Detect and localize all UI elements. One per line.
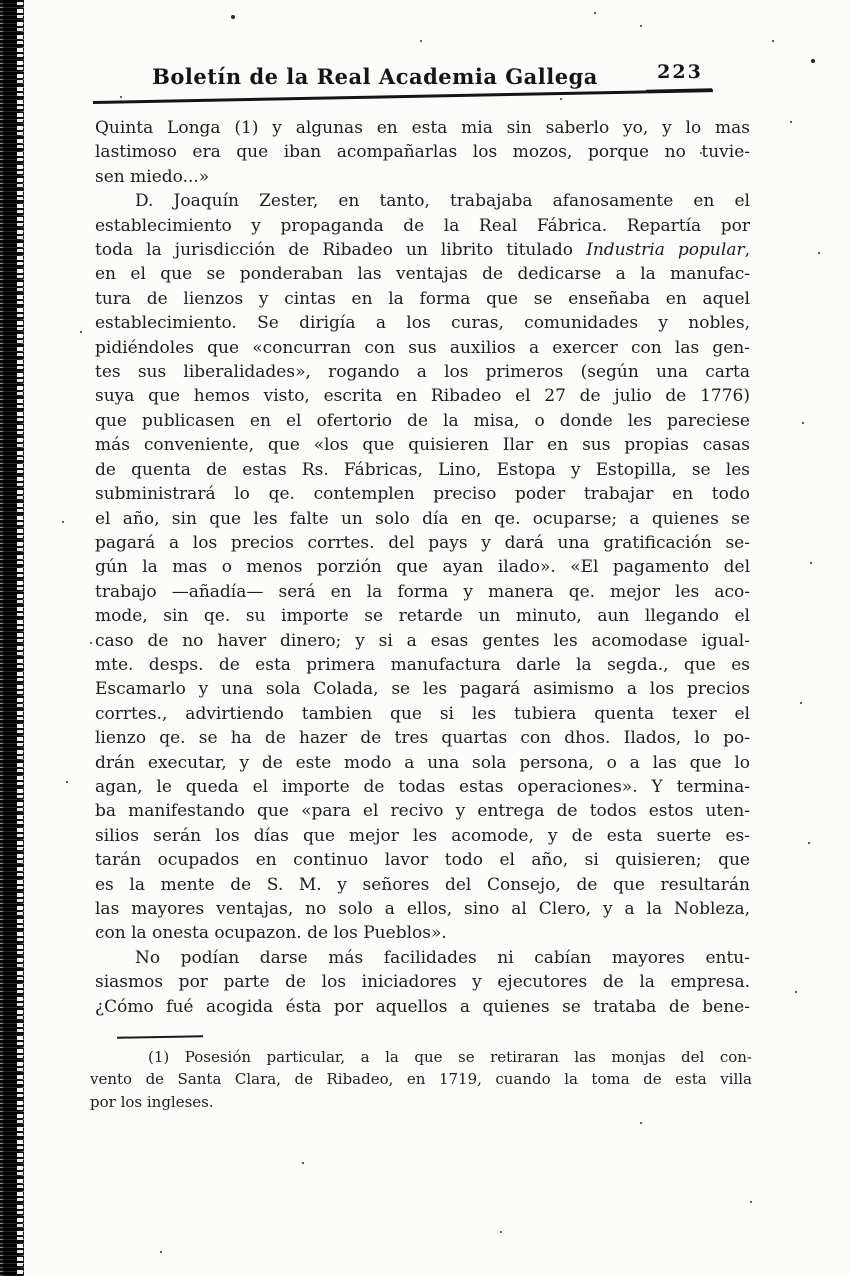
book-binding-shadow — [0, 0, 24, 1276]
text-line: lastimoso era que iban acompañarlas los mozos, porque no tuvie- — [95, 142, 750, 163]
footnote-line: por los ingleses. — [90, 1092, 214, 1111]
scan-noise-specks — [0, 0, 2, 2]
text-line: drán executar, y de este modo a una sola persona, o a las que lo — [95, 752, 750, 773]
text-line: las mayores ventajas, no solo a ellos, sino al Clero, y a la Nobleza, — [95, 899, 750, 919]
text-line: subministrará lo qe. contemplen preciso poder trabajar en todo — [95, 484, 750, 505]
text-line: de quenta de estas Rs. Fábricas, Lino, Estopa y Estopilla, se les — [95, 459, 750, 480]
footnote-separator — [117, 1035, 203, 1039]
text-line: trabajo —añadía— será en la forma y manera qe. mejor les aco- — [95, 581, 750, 602]
text-line: silios serán los días que mejor les acomode, y de esta suerte es- — [95, 825, 750, 846]
text-line: establecimiento y propaganda de la Real Fábrica. Repartía por — [95, 215, 750, 236]
text-line: más conveniente, que «los que quisieren Ilar en sus propias casas — [95, 435, 750, 456]
text-line — [95, 238, 750, 262]
text-line: sen miedo...» — [95, 166, 210, 187]
text-line: pidiéndoles que «concurran con sus auxilios a exercer con las gen- — [95, 337, 750, 358]
body-text — [95, 116, 750, 1019]
footnote-line: vento de Santa Clara, de Ribadeo, en 1719, cuando la toma de esta villa — [90, 1070, 752, 1089]
text-line: es la mente de S. M. y señores del Consejo, de que resultarán — [95, 874, 750, 895]
header-rule — [93, 89, 713, 104]
text-segment: toda la jurisdicción de Ribadeo un librito titulado — [95, 240, 587, 261]
text-line: gún la mas o menos porzión que ayan ilado». «El pagamento del — [95, 557, 750, 578]
page-number: 223 — [657, 61, 703, 83]
text-line: ¿Cómo fué acogida ésta por aquellos a quienes se trataba de bene- — [95, 996, 750, 1017]
text-line: corrtes., advirtiendo tambien que si les tubiera quenta texer el — [95, 703, 750, 724]
footnote-line: (1) Posesión particular, a la que se retiraran las monjas del con- — [148, 1048, 752, 1066]
text-line: caso de no haver dinero; y si a esas gentes les acomodase igual- — [95, 630, 750, 651]
text-segment: , — [744, 240, 750, 261]
text-line: en el que se ponderaban las ventajas de dedicarse a la manufac- — [95, 264, 750, 285]
text-line: Escamarlo y una sola Colada, se les pagará asimismo a los precios — [95, 679, 750, 700]
text-line: tes sus liberalidades», rogando a los primeros (según una carta — [95, 362, 750, 383]
text-line: siasmos por parte de los iniciadores y ejecutores de la empresa. — [95, 972, 750, 993]
text-line: pagará a los precios corrtes. del pays y dará una gratificación se- — [95, 532, 750, 553]
text-line: mode, sin qe. su importe se retarde un minuto, aun llegando el — [95, 606, 750, 627]
text-line: suya que hemos visto, escrita en Ribadeo el 27 de julio de 1776) — [95, 386, 750, 407]
text-line: tura de lienzos y cintas en la forma que se enseñaba en aquel — [95, 288, 750, 309]
text-line: Quinta Longa (1) y algunas en esta mia sin saberlo yo, y lo mas — [95, 118, 750, 138]
text-line: el año, sin que les falte un solo día en qe. ocuparse; a quienes se — [95, 508, 750, 529]
text-line: lienzo qe. se ha de hazer de tres quartas con dhos. Ilados, lo po- — [95, 728, 750, 749]
text-line: que publicasen en el ofertorio de la misa, o donde les pareciese — [95, 410, 750, 431]
text-line: No podían darse más facilidades ni cabían mayores entu- — [135, 947, 750, 968]
journal-title: Boletín de la Real Academia Gallega — [152, 64, 598, 89]
text-line: establecimiento. Se dirigía a los curas, comunidades y nobles, — [95, 313, 750, 334]
footnote — [90, 1046, 752, 1113]
text-line: tarán ocupados en continuo lavor todo el año, si quisieren; que — [95, 850, 750, 871]
book-title-italic: Industria popular — [586, 240, 745, 261]
text-line: mte. desps. de esta primera manufactura darle la segda., que es — [95, 654, 750, 675]
text-line: ba manifestando que «para el recivo y entrega de todos estos uten- — [95, 801, 750, 822]
text-line: D. Joaquín Zester, en tanto, trabajaba afanosamente en el — [135, 191, 750, 212]
text-line: con la onesta ocupazon. de los Pueblos». — [95, 923, 447, 944]
text-line: agan, le queda el importe de todas estas operaciones». Y termina- — [95, 776, 750, 797]
